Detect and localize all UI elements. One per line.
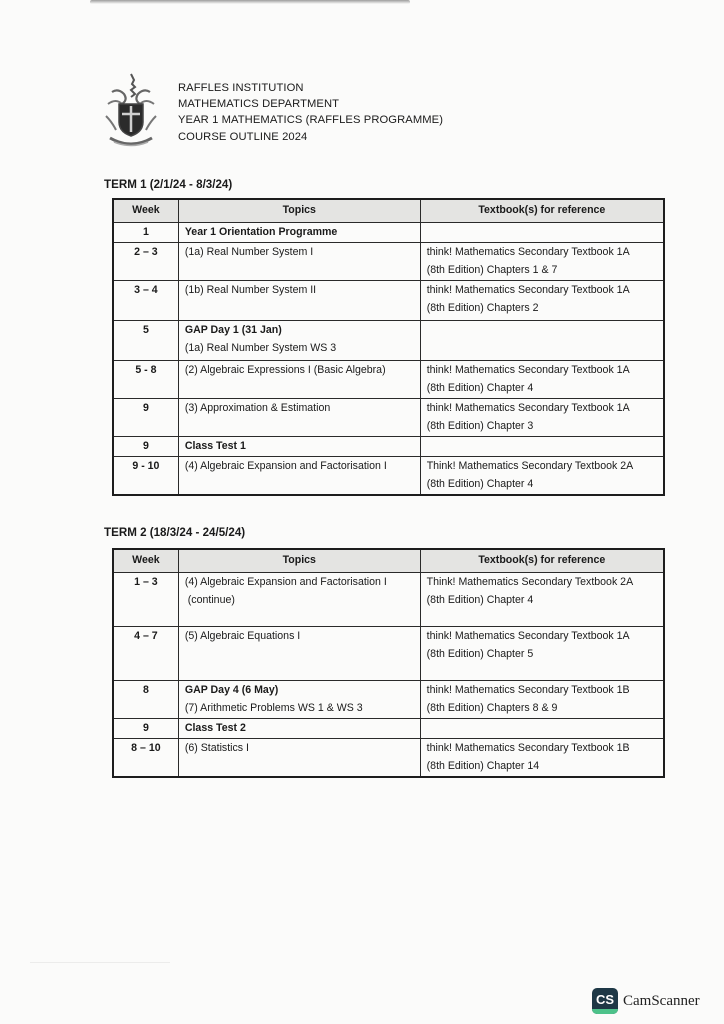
class-test-label: Class Test 2: [184, 722, 246, 734]
textbook-title: think! Mathematics Secondary Textbook 1A: [426, 364, 630, 376]
textbook-title: think! Mathematics Secondary Textbook 1A: [426, 246, 630, 258]
textbook-chapters: (8th Edition) Chapters 1 & 7: [426, 264, 558, 276]
table-row: [113, 457, 664, 495]
week-cell: 9: [113, 437, 178, 457]
document-header: [102, 68, 443, 150]
textbook-cell: [420, 457, 664, 495]
column-header-textbooks: Textbook(s) for reference: [420, 549, 664, 573]
week-cell: 1 – 3: [113, 573, 178, 627]
textbook-cell: [420, 573, 664, 627]
term-1-table: [112, 198, 665, 496]
topic-cell: [178, 573, 420, 627]
textbook-cell: [420, 719, 664, 739]
table-row: [113, 573, 664, 627]
week-cell: 5 - 8: [113, 361, 178, 399]
textbook-chapters: (8th Edition) Chapter 14: [426, 760, 540, 772]
camscanner-logo-icon: [592, 988, 618, 1014]
textbook-chapters: (8th Edition) Chapter 4: [426, 382, 534, 394]
textbook-chapters: (8th Edition) Chapters 8 & 9: [426, 702, 558, 714]
gap-day-label: GAP Day 4 (6 May): [184, 684, 279, 696]
table-row: [113, 627, 664, 681]
week-cell: 8 – 10: [113, 739, 178, 777]
school-name: RAFFLES INSTITUTION: [178, 82, 304, 94]
topic-cell-continuation: (continue): [184, 594, 235, 606]
camscanner-logo-text: CS: [595, 991, 615, 1007]
topic-cell: (1b) Real Number System II: [178, 281, 420, 321]
camscanner-watermark: [592, 988, 700, 1014]
table-row: [113, 739, 664, 777]
textbook-cell: [420, 739, 664, 777]
topic-cell: [178, 437, 420, 457]
topic-cell: [178, 681, 420, 719]
table-header-row: [113, 199, 664, 223]
document-title: COURSE OUTLINE 2024: [178, 130, 308, 143]
week-cell: 3 – 4: [113, 281, 178, 321]
table-header-row: [113, 549, 664, 573]
textbook-chapters: (8th Edition) Chapter 4: [426, 594, 534, 606]
textbook-cell: [420, 321, 664, 361]
topic-cell: (2) Algebraic Expressions I (Basic Algebra): [178, 361, 420, 399]
scan-artifact-line: [30, 962, 170, 963]
column-header-textbooks: Textbook(s) for reference: [420, 199, 664, 223]
table-row: [113, 281, 664, 321]
camscanner-label: CamScanner: [623, 992, 700, 1009]
column-header-topics: Topics: [178, 199, 420, 223]
textbook-cell: [420, 681, 664, 719]
textbook-title: think! Mathematics Secondary Textbook 1A: [426, 630, 630, 642]
week-cell: 4 – 7: [113, 627, 178, 681]
week-cell: 2 – 3: [113, 243, 178, 281]
term-2-title: TERM 2 (18/3/24 - 24/5/24): [104, 526, 246, 539]
topic-cell: (1a) Real Number System I: [178, 243, 420, 281]
topic-cell: (6) Statistics I: [178, 739, 420, 777]
table-row: [113, 223, 664, 243]
term-2-table: [112, 548, 665, 778]
gap-day-label: GAP Day 1 (31 Jan): [184, 324, 282, 336]
topic-cell: (3) Approximation & Estimation: [178, 399, 420, 437]
textbook-title: think! Mathematics Secondary Textbook 1A: [426, 284, 630, 296]
week-cell: 8: [113, 681, 178, 719]
topic-cell-text: Year 1 Orientation Programme: [184, 226, 338, 238]
textbook-chapters: (8th Edition) Chapter 5: [426, 648, 534, 660]
table-row: [113, 399, 664, 437]
textbook-cell: [420, 243, 664, 281]
column-header-week: Week: [113, 199, 178, 223]
table-row: [113, 681, 664, 719]
topic-cell-text: (7) Arithmetic Problems WS 1 & WS 3: [184, 702, 363, 714]
term-1-title: TERM 1 (2/1/24 - 8/3/24): [104, 178, 233, 191]
topic-cell: [178, 223, 420, 243]
textbook-chapters: (8th Edition) Chapter 3: [426, 420, 534, 432]
table-row: [113, 719, 664, 739]
column-header-topics: Topics: [178, 549, 420, 573]
scan-edge-shadow: [90, 0, 410, 4]
topic-cell: (4) Algebraic Expansion and Factorisation I: [178, 457, 420, 495]
week-cell: 5: [113, 321, 178, 361]
textbook-cell: [420, 627, 664, 681]
week-cell: 9: [113, 399, 178, 437]
school-crest-icon: [102, 70, 160, 150]
class-test-label: Class Test 1: [184, 440, 246, 452]
textbook-chapters: (8th Edition) Chapters 2: [426, 302, 539, 314]
textbook-cell: [420, 281, 664, 321]
textbook-cell: [420, 437, 664, 457]
textbook-cell: [420, 361, 664, 399]
week-cell: 9: [113, 719, 178, 739]
topic-cell-text: (1a) Real Number System WS 3: [184, 342, 337, 354]
table-row: [113, 437, 664, 457]
textbook-title: think! Mathematics Secondary Textbook 1B: [426, 684, 630, 696]
table-row: [113, 243, 664, 281]
topic-cell: [178, 321, 420, 361]
textbook-cell: [420, 399, 664, 437]
table-row: [113, 321, 664, 361]
textbook-title: think! Mathematics Secondary Textbook 1B: [426, 742, 630, 754]
textbook-title: think! Mathematics Secondary Textbook 1A: [426, 402, 630, 414]
textbook-title: Think! Mathematics Secondary Textbook 2A: [426, 576, 634, 588]
textbook-cell: [420, 223, 664, 243]
week-cell: 1: [113, 223, 178, 243]
textbook-title: Think! Mathematics Secondary Textbook 2A: [426, 460, 634, 472]
topic-cell: [178, 719, 420, 739]
table-row: [113, 361, 664, 399]
department-name: MATHEMATICS DEPARTMENT: [178, 98, 340, 111]
column-header-week: Week: [113, 549, 178, 573]
course-name: YEAR 1 MATHEMATICS (RAFFLES PROGRAMME): [178, 114, 444, 127]
topic-cell: (5) Algebraic Equations I: [178, 627, 420, 681]
textbook-chapters: (8th Edition) Chapter 4: [426, 478, 534, 490]
week-cell: 9 - 10: [113, 457, 178, 495]
topic-cell-text: (4) Algebraic Expansion and Factorisation I: [184, 576, 387, 588]
